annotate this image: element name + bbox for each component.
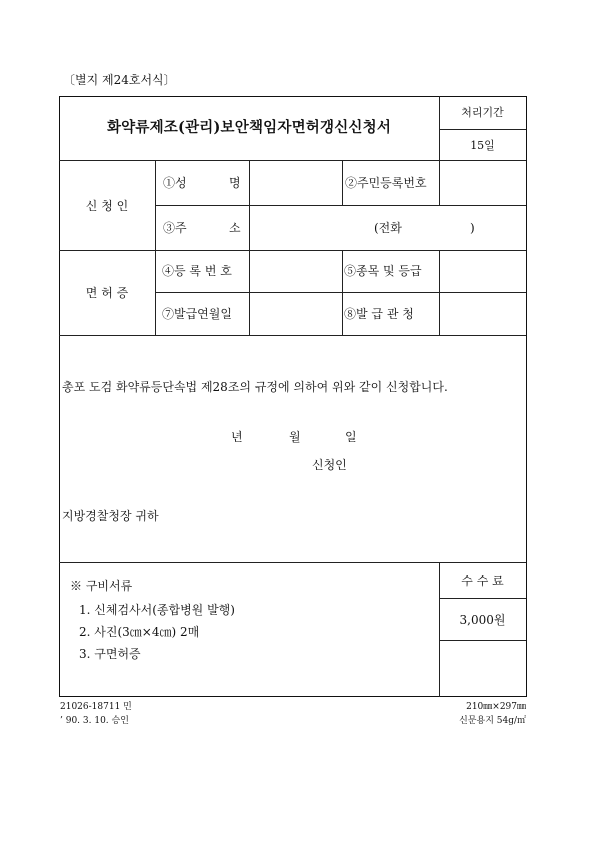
application-statement: 총포 도검 화약류등단속법 제28조의 규정에 의하여 위와 같이 신청합니다. bbox=[62, 380, 448, 394]
form-number-label: 〔별지 제24호서식〕 bbox=[63, 73, 176, 87]
issuing-authority-label: ⑧발 급 관 청 bbox=[344, 307, 414, 321]
table-border-bottom bbox=[59, 696, 526, 697]
approval-date: ’ 90. 3. 10. 승인 bbox=[60, 716, 129, 726]
label-col-line-3 bbox=[439, 160, 440, 205]
form-title: 화약류제조(관리)보안책임자면허갱신신청서 bbox=[106, 119, 392, 136]
processing-period-label: 처리기간 bbox=[461, 106, 504, 119]
name-label: ①성 bbox=[163, 176, 187, 190]
fee-label: 수 수 료 bbox=[461, 574, 504, 588]
processing-period-value: 15일 bbox=[470, 139, 495, 152]
document-item-2: 2. 사진(3㎝×4㎝) 2매 bbox=[79, 625, 200, 639]
table-border-left bbox=[59, 96, 60, 697]
date-year: 년 bbox=[231, 430, 243, 444]
fee-row-line-1 bbox=[439, 598, 526, 599]
paper-size: 210㎜×297㎜ bbox=[466, 702, 526, 712]
registration-number-label: ④등 록 번 호 bbox=[162, 264, 232, 278]
addressee: 지방경찰청장 귀하 bbox=[62, 509, 159, 523]
address-label-suffix: 소 bbox=[229, 221, 241, 235]
date-month: 월 bbox=[289, 430, 301, 444]
name-label-suffix: 명 bbox=[229, 176, 241, 190]
document-item-1: 1. 신체검사서(종합병원 발행) bbox=[79, 603, 235, 617]
label-col-line-2 bbox=[342, 160, 343, 205]
form-code: 21026-18711 민 bbox=[60, 702, 132, 712]
type-grade-label: ⑤종목 및 등급 bbox=[344, 264, 422, 278]
phone-close: ) bbox=[470, 221, 475, 235]
date-day: 일 bbox=[345, 430, 357, 444]
paper-type: 신문용지 54g/㎡ bbox=[459, 716, 526, 726]
phone-open: (전화 bbox=[374, 221, 402, 235]
license-row-line bbox=[155, 292, 526, 293]
processing-divider bbox=[439, 129, 526, 130]
required-documents-header: ※ 구비서류 bbox=[70, 579, 133, 593]
section-col-line bbox=[155, 160, 156, 335]
license-bottom-line bbox=[59, 335, 526, 336]
applicant-row-line bbox=[155, 205, 526, 206]
signature-applicant-label: 신청인 bbox=[312, 458, 347, 472]
applicant-bottom-line bbox=[59, 250, 526, 251]
rrn-label: ②주민등록번호 bbox=[345, 176, 427, 190]
table-border-right bbox=[526, 96, 527, 697]
applicant-section-label: 신 청 인 bbox=[85, 199, 129, 213]
address-label: ③주 bbox=[163, 221, 187, 235]
license-section-label: 면 허 증 bbox=[85, 286, 129, 300]
statement-bottom-line bbox=[59, 562, 526, 563]
document-item-3: 3. 구면허증 bbox=[79, 647, 141, 661]
fee-row-line-2 bbox=[439, 640, 526, 641]
title-bottom-line bbox=[59, 160, 526, 161]
issue-date-label: ⑦발급연월일 bbox=[162, 307, 232, 321]
fee-value: 3,000원 bbox=[459, 613, 506, 627]
table-border-top bbox=[59, 96, 526, 97]
